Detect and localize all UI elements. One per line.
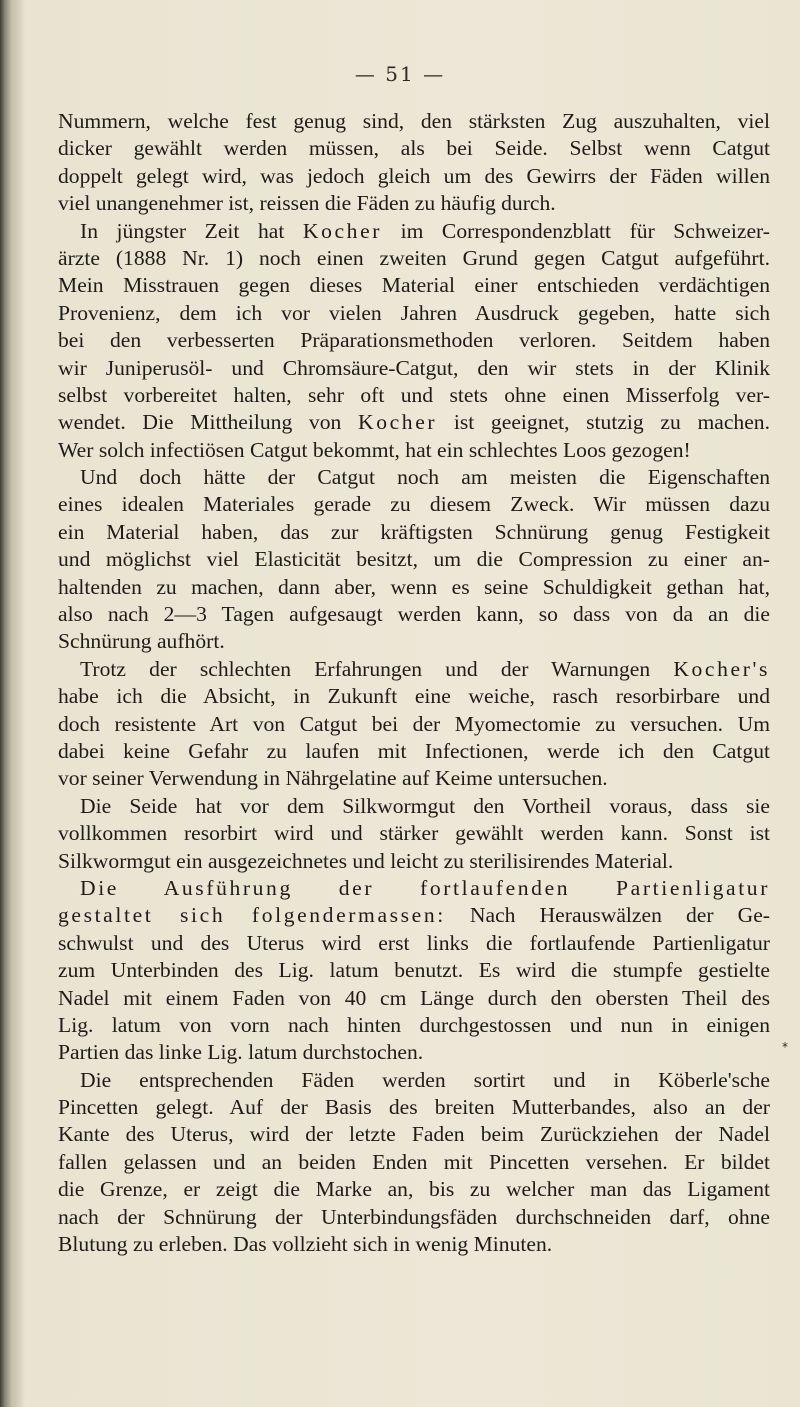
text-line: Schnürung aufhört. bbox=[58, 629, 225, 654]
text-line: Blutung zu erleben. Das vollzieht sich in wenig Minuten. bbox=[58, 1232, 553, 1257]
author-name-spaced: Kocher bbox=[302, 218, 383, 243]
text-line: Die entsprechenden Fäden werden sortirt und in Köberle'sche bbox=[80, 1067, 770, 1092]
text-line: dicker gewählt werden müssen, als bei Seide. Selbst wenn Catgut bbox=[58, 136, 770, 161]
text-line bbox=[58, 656, 770, 683]
text-line: schwulst und des Uterus wird erst links die fortlaufende Partienligatur bbox=[58, 930, 770, 955]
text-line: Provenienz, dem ich vor vielen Jahren Ausdruck gegeben, hatte sich bbox=[58, 300, 770, 325]
text-span: im Correspondenzblatt für Schweizer- bbox=[400, 218, 770, 243]
text-line: bei den verbesserten Präparationsmethoden verloren. Seitdem haben bbox=[58, 328, 770, 353]
text-span: wendet. Die Mittheilung von bbox=[58, 410, 342, 435]
text-line bbox=[58, 902, 770, 929]
text-line: und möglichst viel Elasticität besitzt, um die Compression zu einer an- bbox=[58, 547, 770, 572]
text-span: Nach Herauswälzen der Ge- bbox=[469, 903, 770, 928]
text-line: Kante des Uterus, wird der letzte Faden beim Zurückziehen der Nadel bbox=[58, 1122, 770, 1147]
margin-mark: * bbox=[782, 1040, 788, 1054]
text-span: In jüngster Zeit hat bbox=[80, 218, 285, 243]
text-line: vor seiner Verwendung in Nährgelatine auf Keime untersuchen. bbox=[58, 766, 608, 791]
text-line: Nadel mit einem Faden von 40 cm Länge durch den obersten Theil des bbox=[58, 985, 770, 1010]
text-line: doppelt gelegt wird, was jedoch gleich um des Gewirrs der Fäden willen bbox=[58, 163, 770, 188]
text-line: habe ich die Absicht, in Zukunft eine weiche, rasch resorbirbare und bbox=[58, 684, 770, 709]
text-line: also nach 2—3 Tagen aufgesaugt werden kann, so dass von da an die bbox=[58, 602, 770, 627]
text-line bbox=[58, 409, 770, 436]
text-line: Silkwormgut ein ausgezeichnetes und leicht zu sterilisirendes Material. bbox=[58, 848, 674, 873]
page-number: — 51 — bbox=[354, 62, 446, 86]
text-line: viel unangenehmer ist, reissen die Fäden zu häufig durch. bbox=[58, 191, 556, 216]
text-line: Die Seide hat vor dem Silkwormgut den Vortheil voraus, dass sie bbox=[80, 793, 770, 818]
spaced-heading-continuation: gestaltet sich folgendermassen: bbox=[58, 903, 446, 928]
spaced-heading-line: Die Ausführung der fortlaufenden Partienligatur bbox=[80, 875, 770, 900]
text-line: Partien das linke Lig. latum durchstochen. bbox=[58, 1040, 424, 1065]
text-line: Wer solch infectiösen Catgut bekommt, hat ein schlechtes Loos gezogen! bbox=[58, 437, 691, 462]
page-gutter-shadow bbox=[0, 0, 24, 1407]
text-span: Trotz der schlechten Erfahrungen und der Warnungen bbox=[80, 656, 651, 681]
text-line: eines idealen Materiales gerade zu diesem Zweck. Wir müssen dazu bbox=[58, 492, 770, 517]
text-line: selbst vorbereitet halten, sehr oft und stets ohne einen Misserfolg ver- bbox=[58, 382, 770, 407]
text-line: Lig. latum von vorn nach hinten durchgestossen und nun in einigen bbox=[58, 1012, 770, 1037]
text-line: zum Unterbinden des Lig. latum benutzt. Es wird die stumpfe gestielte bbox=[58, 958, 770, 983]
author-name-spaced: Kocher bbox=[358, 410, 438, 435]
author-name-spaced: Kocher's bbox=[673, 656, 770, 681]
text-line: Nummern, welche fest genug sind, den stärksten Zug auszuhalten, viel bbox=[58, 109, 770, 133]
text-line: dabei keine Gefahr zu laufen mit Infectionen, werde ich den Catgut bbox=[58, 738, 770, 763]
text-line: die Grenze, er zeigt die Marke an, bis zu welcher man das Ligament bbox=[58, 1177, 770, 1202]
text-line: wir Juniperusöl- und Chromsäure-Catgut, den wir stets in der Klinik bbox=[58, 355, 770, 380]
text-line: Pincetten gelegt. Auf der Basis des breiten Mutterbandes, also an der bbox=[58, 1095, 770, 1120]
text-line: nach der Schnürung der Unterbindungsfäden durchschneiden darf, ohne bbox=[58, 1204, 770, 1229]
text-line: Mein Misstrauen gegen dieses Material einer entschieden verdächtigen bbox=[58, 273, 770, 298]
text-span: ist geeignet, stutzig zu machen. bbox=[453, 410, 771, 435]
text-line: doch resistente Art von Catgut bei der Myomectomie zu versuchen. Um bbox=[58, 711, 770, 736]
body-text bbox=[58, 108, 770, 1258]
text-line: fallen gelassen und an beiden Enden mit Pincetten versehen. Er bildet bbox=[58, 1149, 770, 1174]
text-line: Und doch hätte der Catgut noch am meisten die Eigenschaften bbox=[80, 465, 770, 490]
text-line: haltenden zu machen, dann aber, wenn es seine Schuldigkeit gethan hat, bbox=[58, 574, 770, 599]
text-line: ärzte (1888 Nr. 1) noch einen zweiten Grund gegen Catgut aufgeführt. bbox=[58, 245, 770, 270]
text-line: ein Material haben, das zur kräftigsten Schnürung genug Festigkeit bbox=[58, 519, 770, 544]
text-line: vollkommen resorbirt wird und stärker gewählt werden kann. Sonst ist bbox=[58, 821, 770, 846]
text-line bbox=[58, 218, 770, 245]
